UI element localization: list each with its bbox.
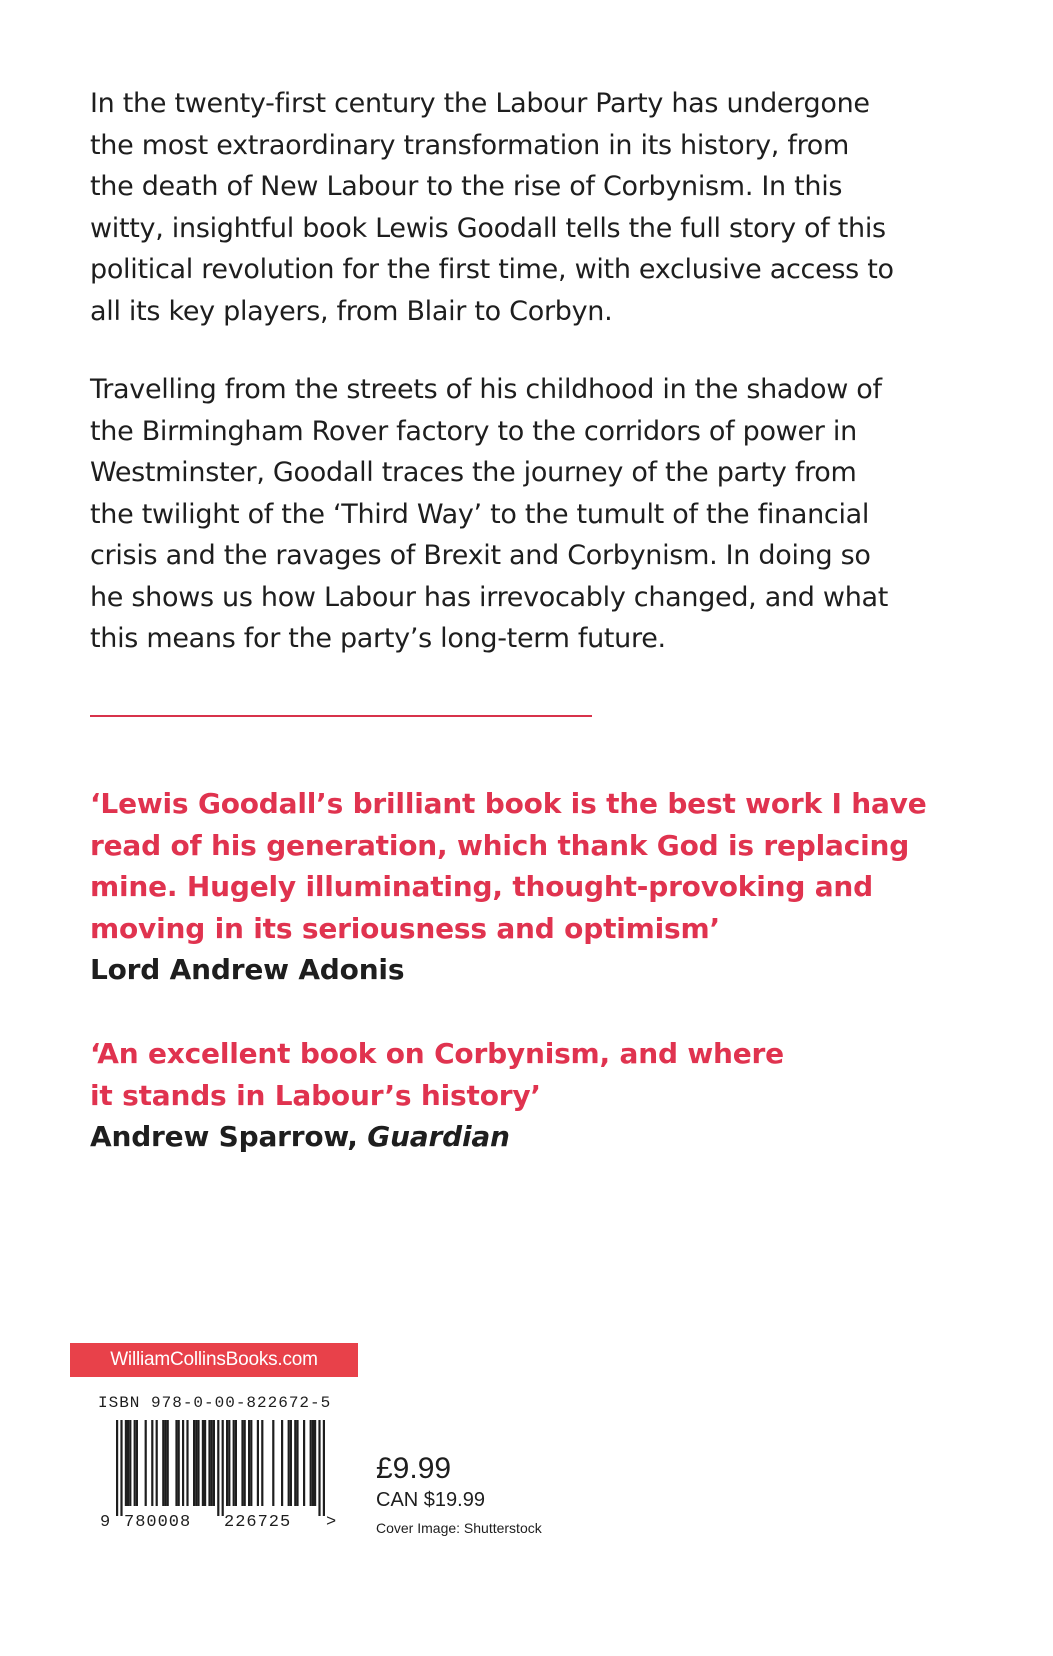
- barcode-bar: [186, 1420, 188, 1506]
- barcode-bar: [248, 1420, 250, 1506]
- barcode-bar: [226, 1420, 228, 1506]
- price-gbp: £9.99: [376, 1452, 452, 1485]
- barcode-bar: [213, 1420, 215, 1506]
- barcode-bar: [314, 1420, 316, 1506]
- barcode-bar: [202, 1420, 204, 1506]
- barcode-bar: [318, 1420, 320, 1516]
- barcode-bars: [116, 1420, 325, 1516]
- barcode-bar: [204, 1420, 206, 1506]
- review-quote-1: [90, 783, 990, 991]
- barcode-bar: [294, 1420, 296, 1506]
- barcode-bar: [261, 1420, 263, 1506]
- barcode-bar: [222, 1420, 224, 1516]
- divider-line: [90, 715, 592, 717]
- publisher-website-badge: WilliamCollinsBooks.com: [70, 1343, 358, 1377]
- barcode-bar: [167, 1420, 169, 1506]
- quote-author-line: [90, 1116, 990, 1158]
- barcode-bar: [116, 1420, 118, 1516]
- isbn-label: ISBN 978-0-00-822672-5: [98, 1394, 332, 1412]
- barcode-bar: [162, 1420, 164, 1506]
- barcode-bar: [217, 1420, 219, 1516]
- barcode-bar: [156, 1420, 158, 1506]
- barcode-bar: [281, 1420, 283, 1506]
- barcode-bar: [208, 1420, 210, 1506]
- barcode-bar: [134, 1420, 136, 1506]
- barcode-bar: [233, 1420, 235, 1506]
- quote-text: ‘An excellent book on Corbynism, and where it stands in Labour’s history’: [90, 1037, 784, 1112]
- quote-author: Andrew Sparrow,: [90, 1120, 368, 1153]
- barcode-bar: [244, 1420, 246, 1506]
- barcode-bar: [175, 1420, 177, 1506]
- barcode-bar: [257, 1420, 259, 1506]
- quote-publication: Guardian: [367, 1120, 510, 1153]
- cover-image-credit: Cover Image: Shutterstock: [376, 1520, 542, 1536]
- barcode-bar: [193, 1420, 195, 1506]
- blurb-paragraph-1: In the twenty-first century the Labour Party has undergone the most extraordinary transformation in its history, from the death of New Labour to the rise of Corbynism. In this witty, insightful book Lewis Goodall tells the full story of this political revolution for the first time, with exclusive access to all its key players, from Blair to Corbyn.: [90, 88, 894, 327]
- barcode-lead-digit: 9: [100, 1513, 111, 1530]
- barcode-bar: [241, 1420, 243, 1506]
- barcode-end-mark: >: [326, 1513, 336, 1530]
- barcode-bar: [296, 1420, 298, 1506]
- quote-text: ‘Lewis Goodall’s brilliant book is the best work I have read of his generation, which thank God is replacing mine. Hugely illuminating, thought-provoking and moving in its seriousness and optimism’: [90, 787, 927, 945]
- barcode-bar: [182, 1420, 184, 1506]
- barcode-bar: [195, 1420, 197, 1506]
- barcode-bar: [303, 1420, 305, 1506]
- quote-author: Lord Andrew Adonis: [90, 953, 405, 986]
- barcode-bar: [178, 1420, 180, 1506]
- barcode-bar: [323, 1420, 325, 1516]
- barcode-bar: [310, 1420, 312, 1506]
- barcode-bar: [312, 1420, 314, 1506]
- barcode-bar: [250, 1420, 252, 1506]
- barcode-bar: [288, 1420, 290, 1506]
- barcode-bar: [272, 1420, 274, 1506]
- blurb-paragraph-2: Travelling from the streets of his childhood in the shadow of the Birmingham Rover factory to the corridors of power in Westminster, Goodall traces the journey of the party from the twilight of the ‘Third Way’ to the tumult of the financial crisis and the ravages of Brexit and Corbynism. In doing so he shows us how Labour has irrevocably changed, and what this means for the party’s long-term future.: [90, 374, 889, 654]
- barcode-bar: [164, 1420, 166, 1506]
- barcode-bar: [290, 1420, 292, 1506]
- barcode-bar: [197, 1420, 199, 1506]
- review-quote-2: [90, 1033, 990, 1158]
- barcode-bar: [211, 1420, 213, 1506]
- barcode-bar: [145, 1420, 147, 1506]
- barcode-bar: [228, 1420, 230, 1506]
- barcode-bar: [235, 1420, 237, 1506]
- barcode-bar: [125, 1420, 127, 1506]
- barcode-bar: [129, 1420, 131, 1506]
- barcode-bar: [120, 1420, 122, 1516]
- barcode-bar: [151, 1420, 153, 1506]
- barcode-digits-right: 226725: [224, 1513, 292, 1530]
- price-can: CAN $19.99: [376, 1489, 485, 1511]
- barcode: [100, 1420, 336, 1530]
- barcode-digits-left: 780008: [124, 1513, 192, 1530]
- barcode-bar: [127, 1420, 129, 1506]
- barcode-bar: [136, 1420, 138, 1506]
